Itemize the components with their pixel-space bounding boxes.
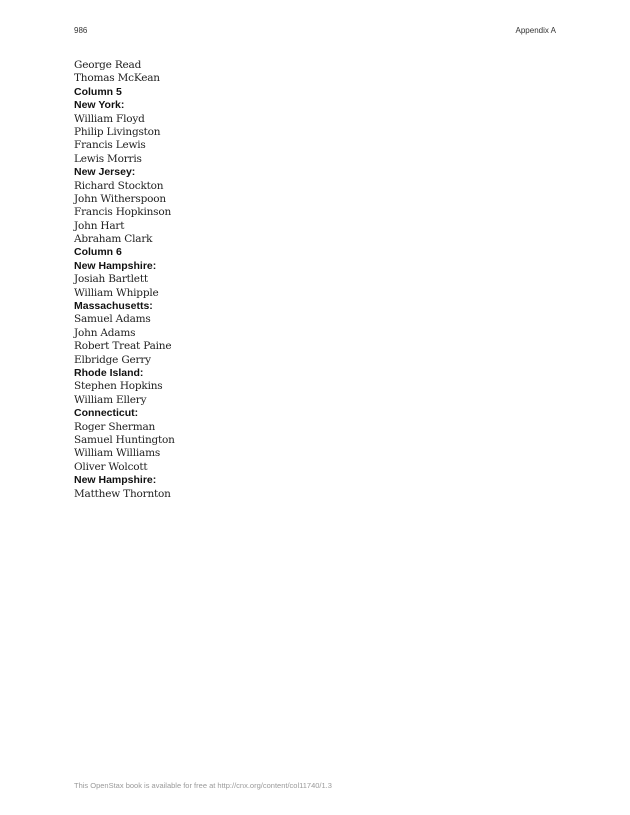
section-heading: New York: (74, 99, 125, 112)
signer-name: Roger Sherman (74, 420, 156, 433)
signer-name: John Hart (74, 219, 125, 232)
signer-name: William Floyd (74, 112, 145, 125)
signer-name: Lewis Morris (74, 152, 142, 165)
signer-name: William Whipple (74, 286, 159, 299)
signer-name: Matthew Thornton (74, 487, 171, 500)
signer-name: Samuel Adams (74, 313, 151, 326)
running-header: Appendix A (515, 26, 556, 35)
signer-name: William Ellery (74, 393, 147, 406)
signer-name: Abraham Clark (74, 233, 153, 246)
section-heading: Connecticut: (74, 407, 139, 420)
signer-name: Oliver Wolcott (74, 460, 148, 473)
signer-name: John Witherspoon (74, 192, 166, 205)
signer-name: John Adams (74, 326, 136, 339)
signer-name: Richard Stockton (74, 179, 164, 192)
signer-name: George Read (74, 59, 142, 71)
signer-name: Francis Hopkinson (74, 206, 172, 219)
section-heading: Column 6 (74, 246, 122, 259)
page-footer: This OpenStax book is available for free at http://cnx.org/content/col11740/1.3 (74, 781, 332, 790)
section-heading: Massachusetts: (74, 300, 153, 313)
page-number: 986 (74, 26, 88, 35)
signers-list (74, 59, 474, 501)
section-heading: Column 5 (74, 85, 122, 98)
section-heading: Rhode Island: (74, 366, 144, 379)
signer-name: William Williams (74, 447, 161, 460)
signer-name: Philip Livingston (74, 125, 161, 138)
signer-name: Josiah Bartlett (74, 273, 148, 286)
signer-name: Francis Lewis (74, 139, 146, 152)
section-heading: New Hampshire: (74, 259, 157, 272)
signer-name: Elbridge Gerry (74, 353, 151, 366)
signer-name: Samuel Huntington (74, 433, 175, 446)
signer-name: Thomas McKean (74, 72, 160, 85)
signer-name: Stephen Hopkins (74, 380, 163, 393)
signer-name: Robert Treat Paine (74, 340, 172, 353)
section-heading: New Jersey: (74, 166, 136, 179)
section-heading: New Hampshire: (74, 474, 157, 487)
